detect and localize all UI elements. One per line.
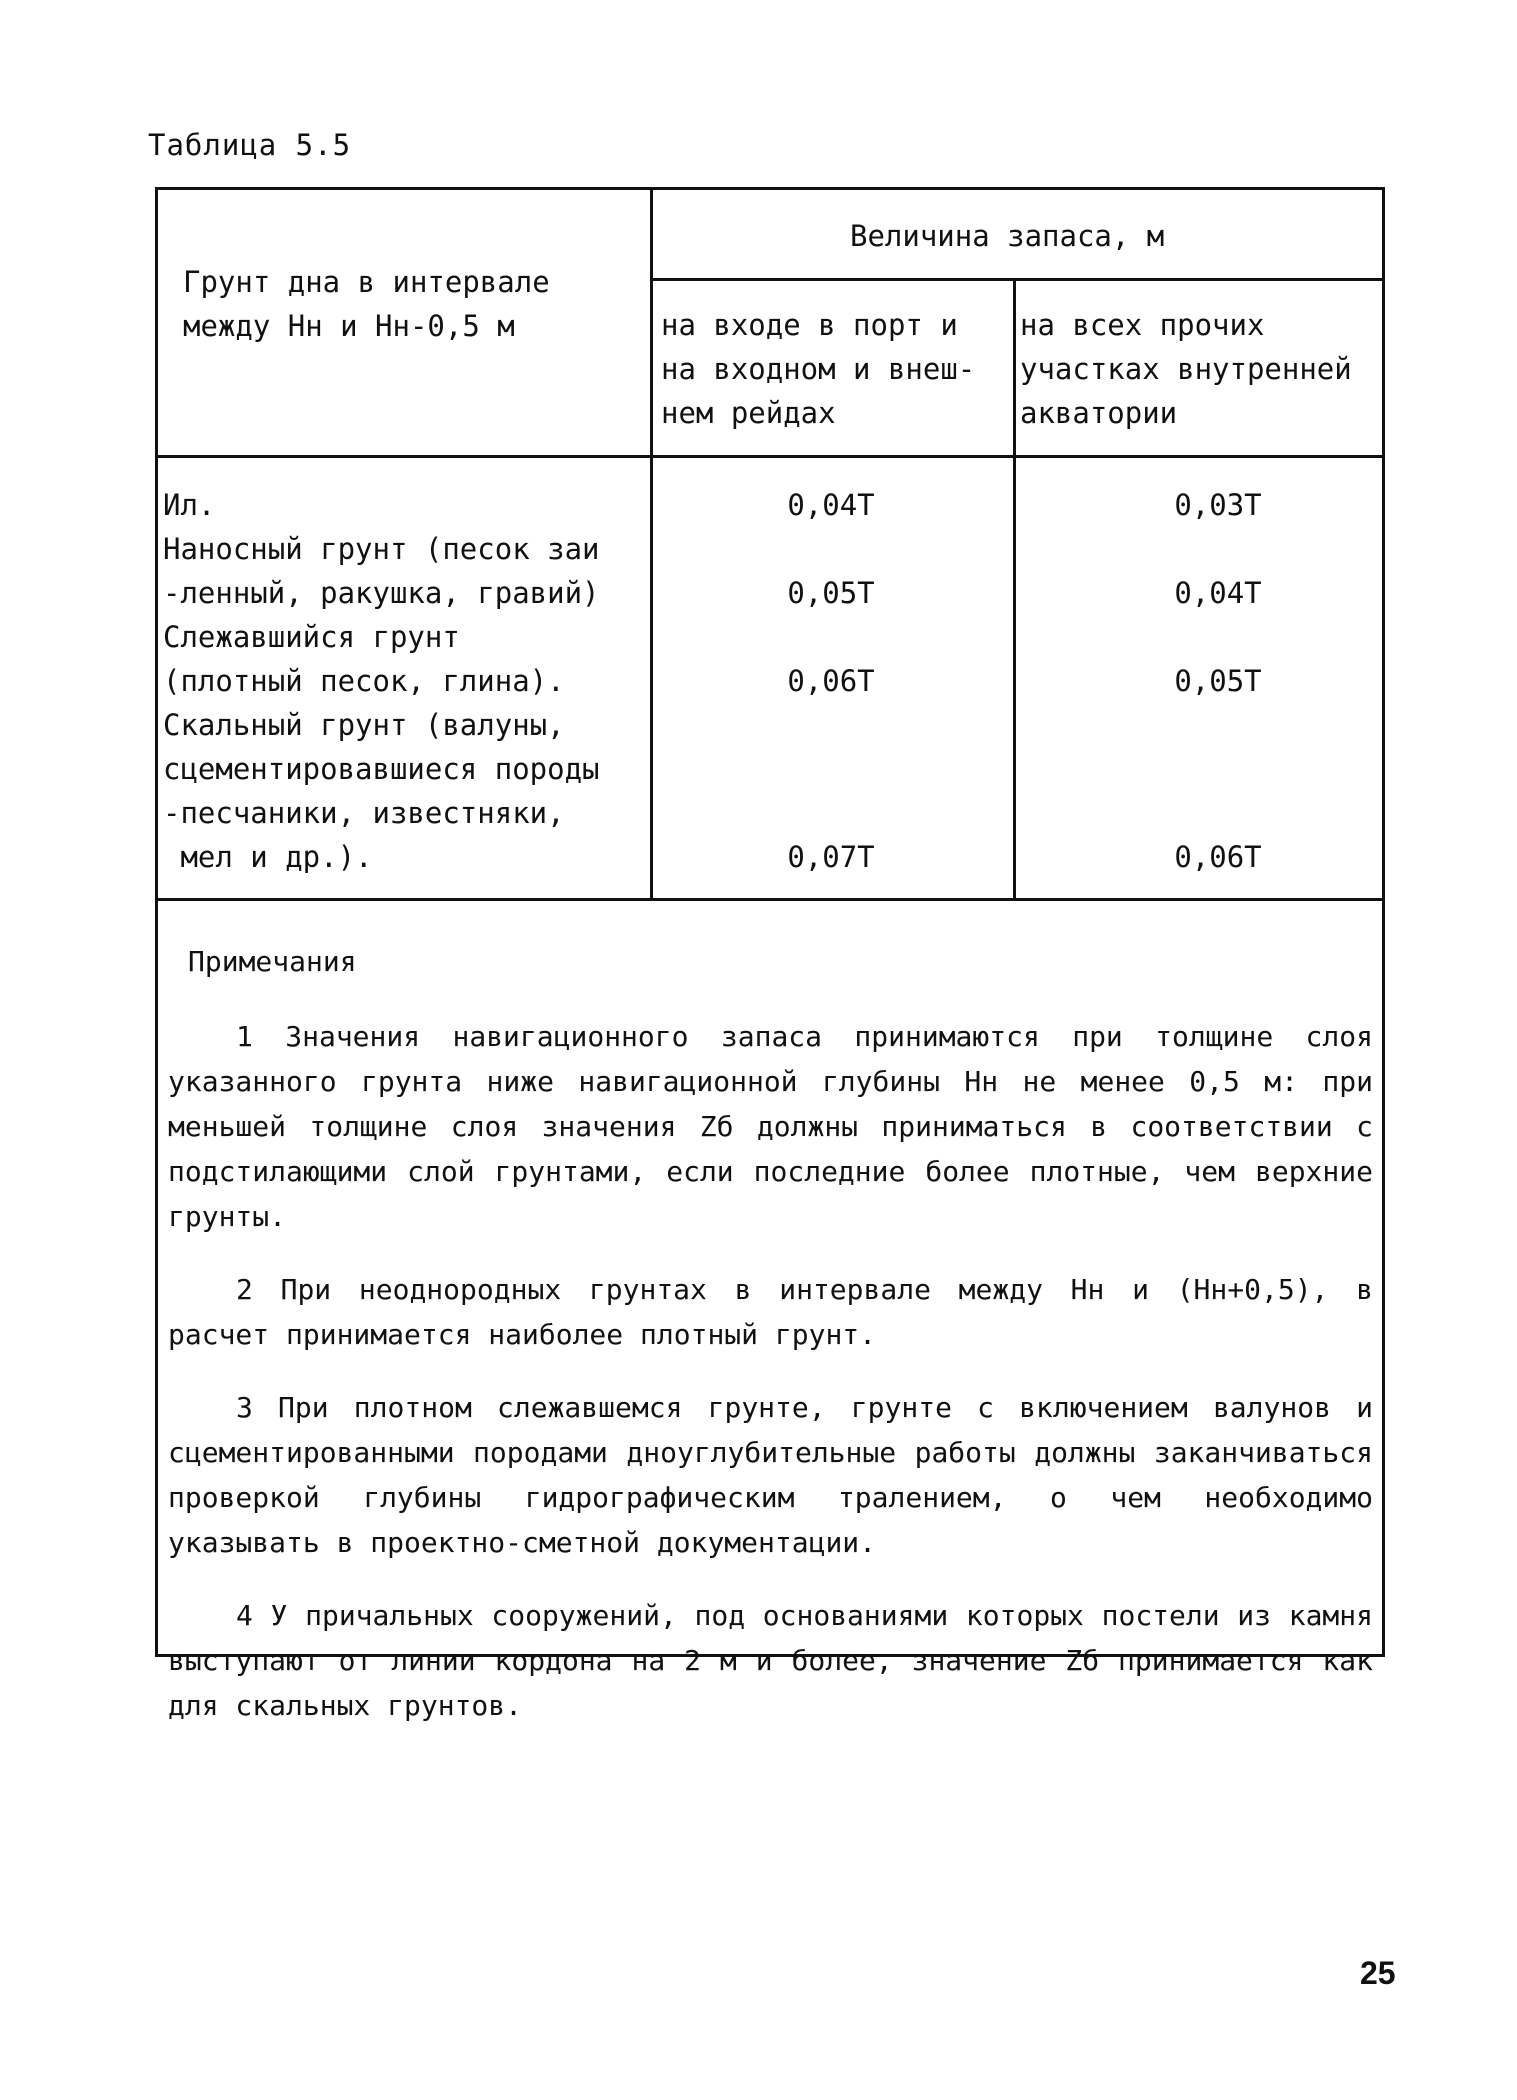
soil-descriptions: Ил. Наносный грунт (песок заи -ленный, ракушка, гравий) Слежавшийся грунт (плотный песок, глина). Скальный грунт (валуны, сцементировавшиеся породы -песчаники, известняки, мел и др.). [163,488,600,874]
value-cell: 0,03Т [1174,488,1262,522]
data-table [155,187,1385,1722]
note-item: 4 У причальных сооружений, под основаниями которых постели из камня выступают от линии кордона на 2 м и более, значение Zб принимается как для скальных грунтов. [168,1599,1373,1722]
header-inner-waters: на всех прочих участках внутренней акватории [1020,308,1352,430]
notes-section [168,938,1373,1728]
value-cell: 0,04Т [787,488,875,522]
value-cell: 0,06Т [787,664,875,698]
page-number: 25 [1360,1955,1396,1991]
note-item: 1 Значения навигационного запаса принимаются при толщине слоя указанного грунта ниже навигационной глубины Нн не менее 0,5 м: при меньшей толщине слоя значения Zб должны приниматься в соответствии с подстилающими слой грунтами, если последние более плотные, чем верхние грунты. [168,1020,1373,1233]
table-caption: Таблица 5.5 [148,128,352,162]
header-divider [158,455,1382,458]
note-item: 2 При неоднородных грунтах в интервале между Нн и (Нн+0,5), в расчет принимается наиболее плотный грунт. [168,1273,1373,1351]
header-soil-type: Грунт дна в интервале между Нн и Нн-0,5 м [183,265,550,343]
note-item: 3 При плотном слежавшемся грунте, грунте с включением валунов и сцементированными породами дноуглубительные работы должны заканчиваться проверкой глубины гидрографическим тралением, о чем необходимо указывать в проектно-сметной документации. [168,1391,1373,1559]
value-cell: 0,06Т [1174,840,1262,874]
notes-title: Примечания [188,945,357,978]
header-reserve-value: Величина запаса, м [850,219,1165,253]
group-header-divider [650,278,1382,281]
col-divider-2 [1013,280,1016,900]
value-cell: 0,05Т [1174,664,1262,698]
value-cell: 0,04Т [1174,576,1262,610]
value-cell: 0,05Т [787,576,875,610]
value-cell: 0,07Т [787,840,875,874]
col-divider-1 [650,190,653,900]
header-port-entrance: на входе в порт и на входном и внеш- нем рейдах [661,308,976,430]
body-divider [158,898,1382,901]
